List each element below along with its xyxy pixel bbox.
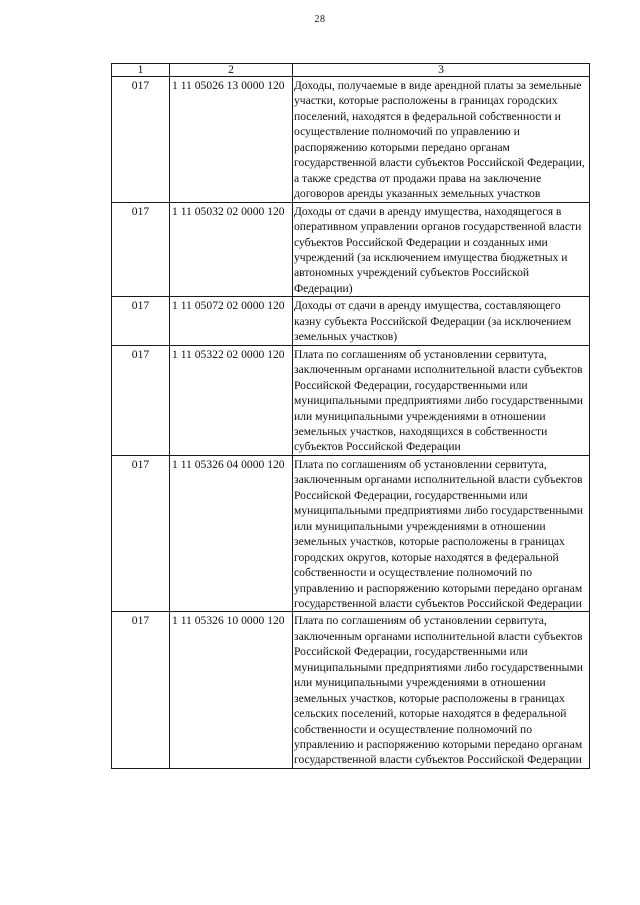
table-row: [112, 202, 590, 297]
budget-classification-code-cell: 1 11 05026 13 0000 120: [170, 77, 293, 203]
page-number: 28: [314, 14, 326, 25]
administrator-code-cell: 017: [112, 612, 170, 769]
budget-classification-code-cell: 1 11 05326 10 0000 120: [170, 612, 293, 769]
column-header-1: 1: [112, 64, 170, 77]
table-header-row: [112, 64, 590, 77]
administrator-code-cell: 017: [112, 297, 170, 345]
budget-classification-code-cell: 1 11 05072 02 0000 120: [170, 297, 293, 345]
administrator-code-cell: 017: [112, 345, 170, 455]
administrator-code-cell: 017: [112, 202, 170, 297]
revenue-description-cell: Плата по соглашениям об установлении сервитута, заключенным органами исполнительной власти субъектов Российской Федерации, государственными или муниципальными предприятиями либо государственными или муниципальными учреждениями в отношении земельных участков, которые расположены в границах городских округов, которые находятся в федеральной собственности и осуществление полномочий по управлению и распоряжению которыми передано органам государственной власти субъектов Российской Федерации: [293, 455, 590, 612]
revenue-description-cell: Доходы от сдачи в аренду имущества, составляющего казну субъекта Российской Федерации (за исключением земельных участков): [293, 297, 590, 345]
table-row: [112, 297, 590, 345]
budget-classification-code-cell: 1 11 05032 02 0000 120: [170, 202, 293, 297]
budget-classification-code-cell: 1 11 05326 04 0000 120: [170, 455, 293, 612]
administrator-code-cell: 017: [112, 77, 170, 203]
revenue-codes-table: [111, 63, 590, 769]
table-row: [112, 77, 590, 203]
budget-classification-code-cell: 1 11 05322 02 0000 120: [170, 345, 293, 455]
table-row: [112, 455, 590, 612]
revenue-description-cell: Плата по соглашениям об установлении сервитута, заключенным органами исполнительной власти субъектов Российской Федерации, государственными или муниципальными предприятиями либо государственными или муниципальными учреждениями в отношении земельных участков, находящихся в собственности субъектов Российской Федерации: [293, 345, 590, 455]
revenue-description-cell: Доходы, получаемые в виде арендной платы за земельные участки, которые расположены в границах городских поселений, находятся в федеральной собственности и осуществление полномочий по управлению и распоряжению которыми передано органам государственной власти субъектов Российской Федерации, а также средства от продажи права на заключение договоров аренды указанных земельных участков: [293, 77, 590, 203]
column-header-2: 2: [170, 64, 293, 77]
revenue-description-cell: Доходы от сдачи в аренду имущества, находящегося в оперативном управлении органов государственной власти субъектов Российской Федерации и созданных ими учреждений (за исключением имущества бюджетных и автономных учреждений субъектов Российской Федерации): [293, 202, 590, 297]
table-row: [112, 612, 590, 769]
table-row: [112, 345, 590, 455]
column-header-3: 3: [293, 64, 590, 77]
administrator-code-cell: 017: [112, 455, 170, 612]
revenue-description-cell: Плата по соглашениям об установлении сервитута, заключенным органами исполнительной власти субъектов Российской Федерации, государственными или муниципальными предприятиями либо государственными или муниципальными учреждениями в отношении земельных участков, которые расположены в границах сельских поселений, которые находятся в федеральной собственности и осуществление полномочий по управлению и распоряжению которыми передано органам государственной власти субъектов Российской Федерации: [293, 612, 590, 769]
